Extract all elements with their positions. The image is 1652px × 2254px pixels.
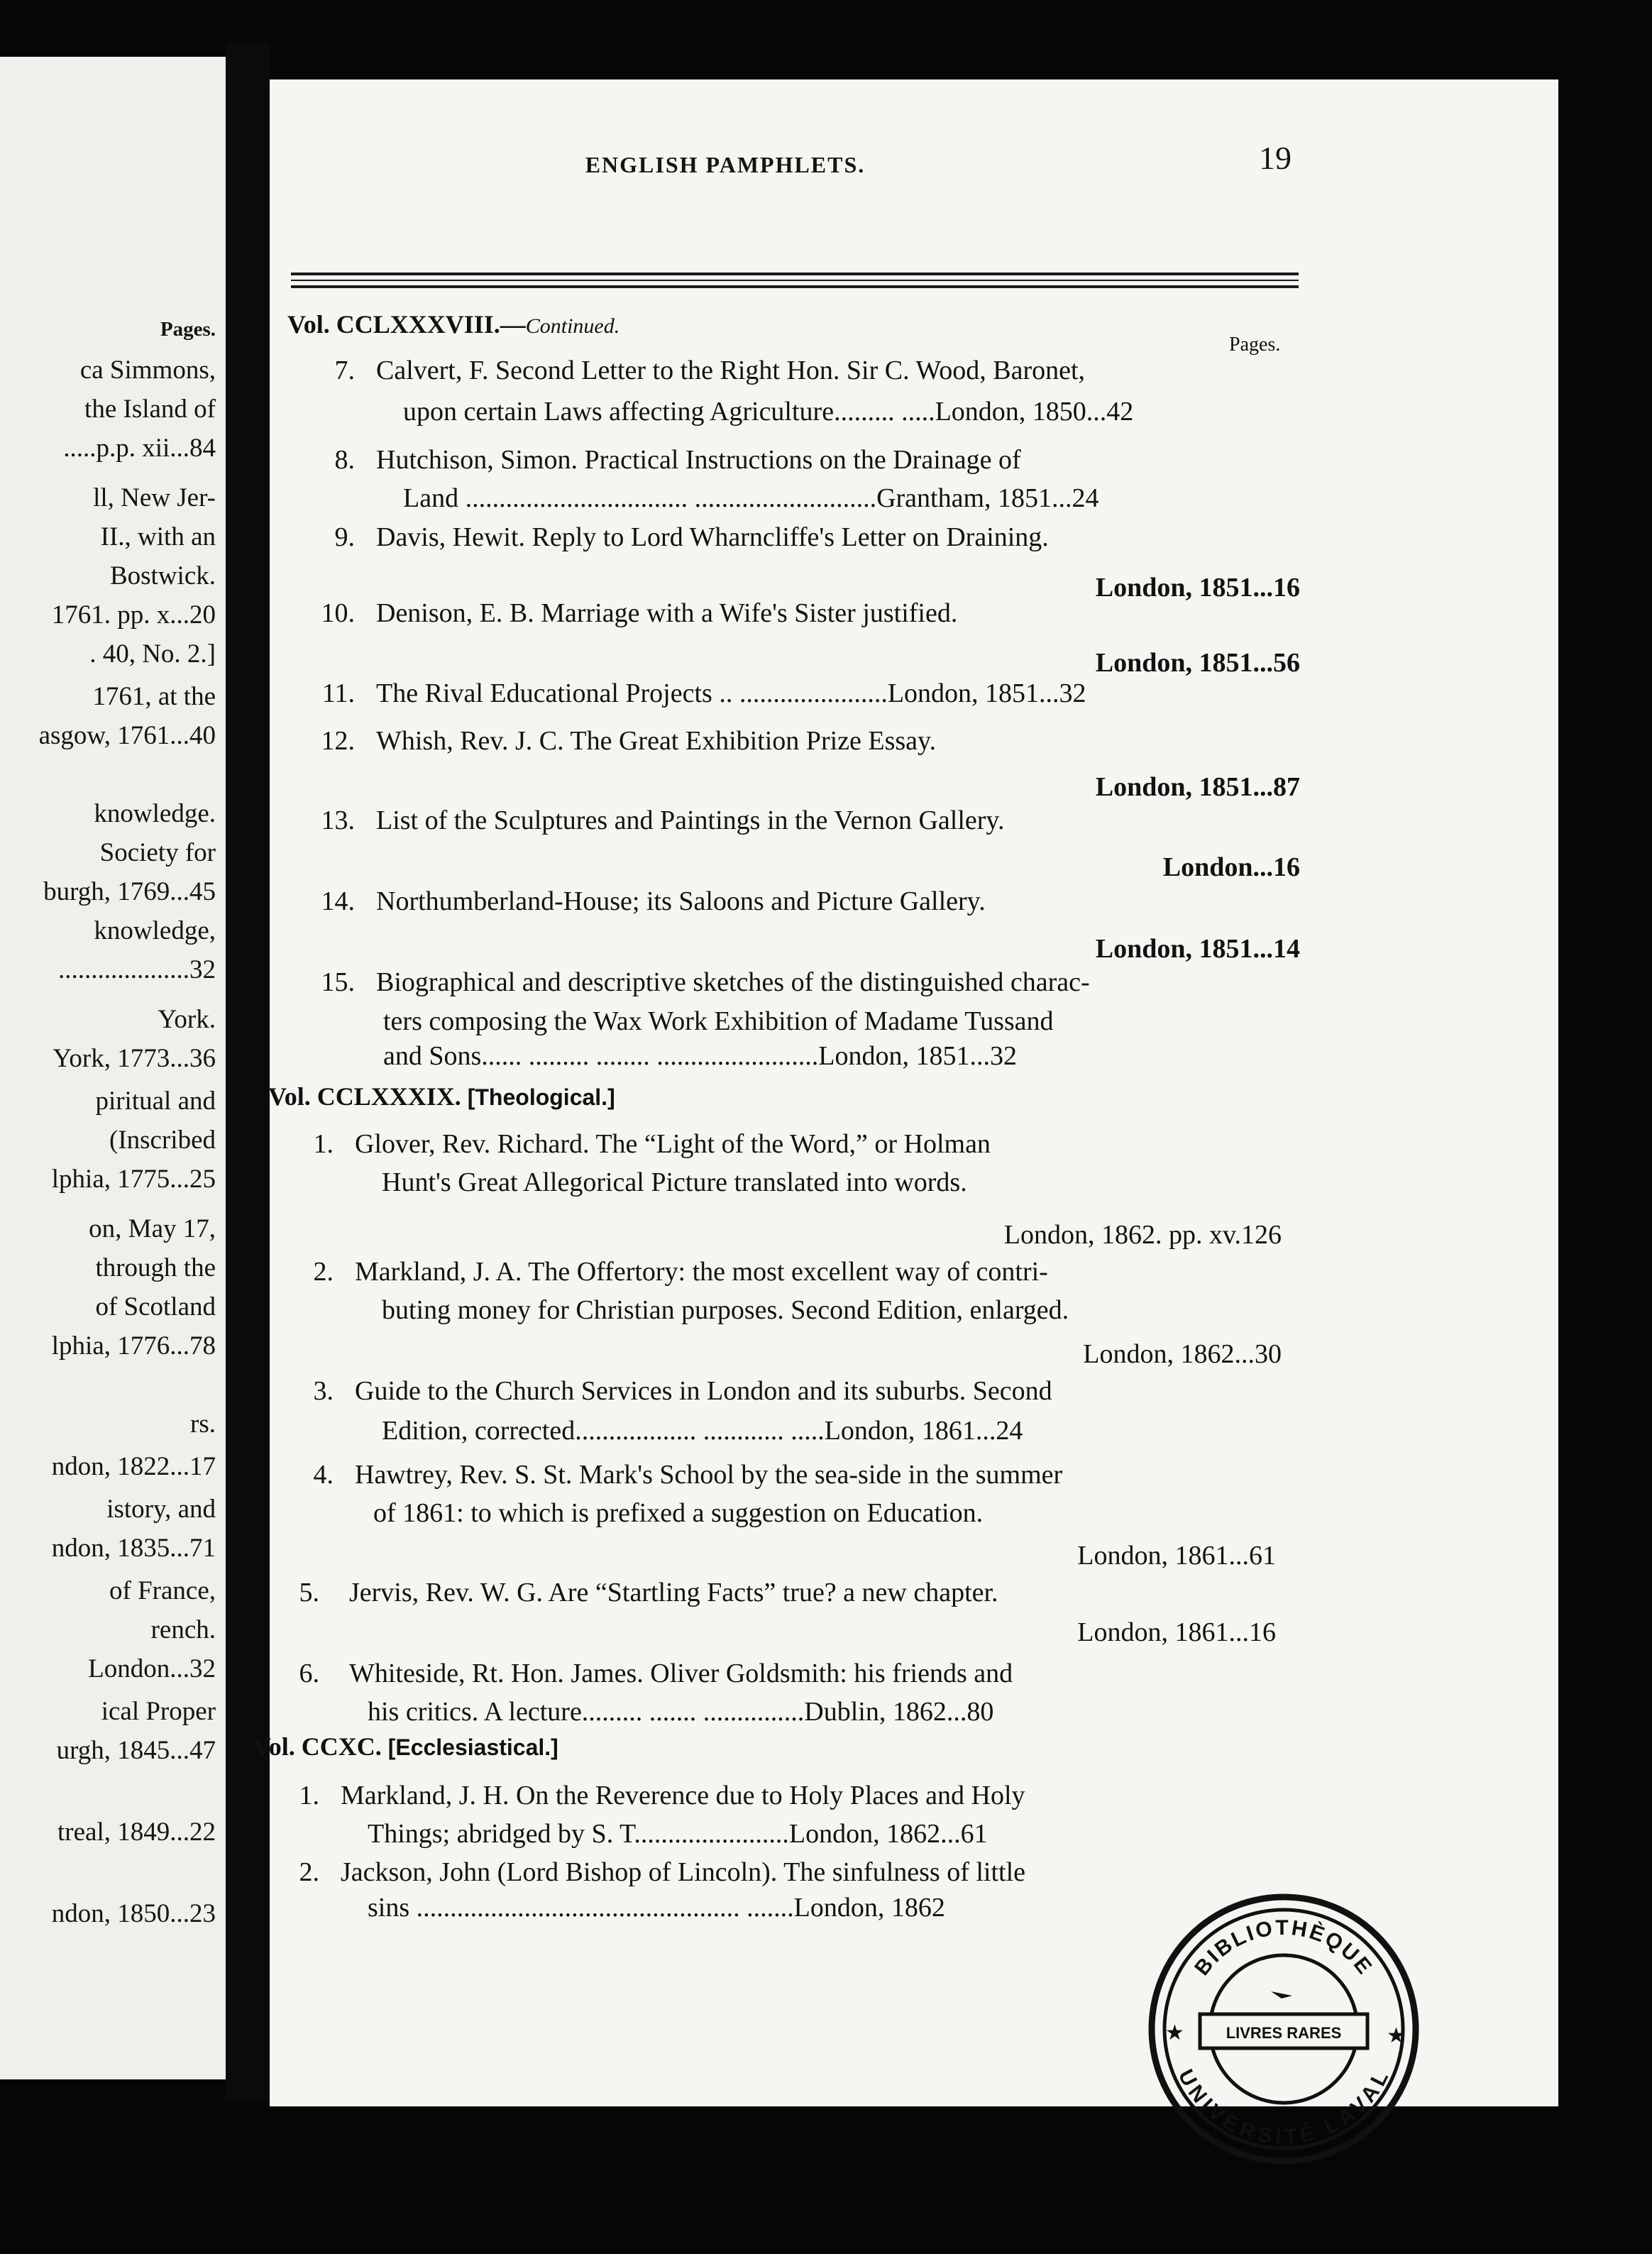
- entry-number: 3.: [313, 1376, 334, 1406]
- binding-gutter: [226, 43, 270, 2101]
- entry-line: Jackson, John (Lord Bishop of Lincoln). The sinfulness of little: [341, 1857, 1026, 1887]
- entry-line: Markland, J. A. The Offertory: the most excellent way of contri-: [355, 1257, 1048, 1287]
- left-line: Society for: [99, 838, 216, 867]
- entry-number: 11.: [321, 678, 355, 708]
- entry-line: Whiteside, Rt. Hon. James. Oliver Goldsmith: his friends and: [349, 1659, 1013, 1688]
- volume-heading: [268, 1082, 615, 1111]
- entry-line: Guide to the Church Services in London and its suburbs. Second: [355, 1376, 1052, 1406]
- entry-imprint: London, 1851...16: [1095, 573, 1300, 603]
- left-line: treal, 1849...22: [57, 1818, 216, 1847]
- running-head: ENGLISH PAMPHLETS.: [585, 152, 866, 177]
- entry-number: 13.: [321, 806, 355, 835]
- left-line: .....p.p. xii...84: [63, 434, 216, 463]
- volume-heading: [253, 1732, 558, 1761]
- volume-heading: [287, 309, 620, 339]
- entry-line: Glover, Rev. Richard. The “Light of the Word,” or Holman: [355, 1129, 991, 1159]
- entry-number: 15.: [321, 967, 355, 997]
- stamp-bottom-text: UNIVERSITÉ LAVAL: [1173, 2065, 1394, 2150]
- left-line: through the: [95, 1253, 216, 1282]
- left-line: ical Proper: [101, 1697, 216, 1726]
- left-pages-header: Pages.: [160, 318, 216, 341]
- pages-header: Pages.: [1229, 334, 1281, 356]
- entry-number: 14.: [321, 886, 355, 916]
- entry-line: Hawtrey, Rev. S. St. Mark's School by the sea-side in the summer: [355, 1460, 1063, 1490]
- left-line: the Island of: [84, 395, 216, 424]
- entry: [298, 1375, 1052, 1407]
- entry: [319, 967, 1090, 998]
- volume-subject: [Ecclesiastical.]: [387, 1735, 558, 1760]
- entry-number: 7.: [334, 356, 355, 385]
- left-line: . 40, No. 2.]: [89, 639, 216, 669]
- entry-number: 10.: [321, 598, 355, 628]
- entry-continuation: his critics. A lecture......... ....... ...............Dublin, 1862...80: [368, 1697, 994, 1727]
- entry-continuation: ters composing the Wax Work Exhibition of Madame Tussand: [383, 1006, 1054, 1036]
- entry-number: 2.: [313, 1257, 334, 1287]
- entry-line: Hutchison, Simon. Practical Instructions on the Drainage of: [376, 445, 1021, 475]
- entry-line: Markland, J. H. On the Reverence due to Holy Places and Holy: [341, 1781, 1025, 1810]
- left-line: ndon, 1850...23: [51, 1899, 216, 1928]
- volume-subject: [Theological.]: [467, 1084, 615, 1110]
- left-line: ca Simmons,: [79, 356, 216, 385]
- left-line: York, 1773...36: [53, 1044, 216, 1073]
- left-line: lphia, 1775...25: [51, 1165, 216, 1194]
- entry-continuation: Things; abridged by S. T.......................London, 1862...61: [368, 1819, 988, 1849]
- entry-number: 4.: [313, 1460, 334, 1490]
- entry-line: Northumberland-House; its Saloons and Picture Gallery.: [376, 886, 986, 916]
- entry: [284, 1577, 998, 1608]
- left-line: on, May 17,: [89, 1214, 216, 1243]
- entry-line: List of the Sculptures and Paintings in the Vernon Gallery.: [376, 806, 1005, 835]
- entry-continuation: sins ................................................ .......London, 1862: [368, 1893, 945, 1923]
- left-line: London...32: [88, 1654, 216, 1683]
- left-line: Bostwick.: [109, 561, 216, 590]
- entry-continuation: buting money for Christian purposes. Second Edition, enlarged.: [382, 1295, 1069, 1325]
- left-line: York.: [158, 1005, 216, 1034]
- entry: [298, 1256, 1048, 1287]
- entry-continuation: Hunt's Great Allegorical Picture translated into words.: [382, 1167, 967, 1197]
- left-line: of France,: [109, 1576, 216, 1605]
- entry-imprint: London, 1851...56: [1095, 648, 1300, 678]
- entry: [319, 678, 1086, 709]
- entry-imprint: London, 1851...14: [1095, 934, 1300, 964]
- entry-number: 6.: [299, 1659, 319, 1688]
- entry-line: Denison, E. B. Marriage with a Wife's Sister justified.: [376, 598, 958, 628]
- entry-imprint: London, 1862...30: [1083, 1339, 1282, 1369]
- left-line: II., with an: [100, 522, 216, 551]
- volume-title: Vol. CCXC.: [253, 1732, 382, 1761]
- left-line: ndon, 1835...71: [51, 1534, 216, 1563]
- entry-line: Calvert, F. Second Letter to the Right Hon. Sir C. Wood, Baronet,: [376, 356, 1086, 385]
- left-line: knowledge.: [94, 799, 216, 828]
- entry-number: 2.: [299, 1857, 319, 1887]
- left-line: (Inscribed: [109, 1126, 216, 1155]
- entry-number: 9.: [334, 522, 355, 552]
- stamp-emblem-icon: [1271, 1991, 1292, 1999]
- entry: [319, 725, 936, 757]
- header-rule: [291, 280, 1299, 281]
- entry-line: Davis, Hewit. Reply to Lord Wharncliffe's Letter on Draining.: [376, 522, 1049, 552]
- entry-imprint: London, 1861...16: [1077, 1617, 1276, 1647]
- header-rule: [291, 285, 1299, 288]
- stamp-star-icon: ★: [1387, 2023, 1406, 2048]
- entry-number: 8.: [334, 445, 355, 475]
- left-line: piritual and: [95, 1087, 216, 1116]
- stamp-band-text: LIVRES RARES: [1226, 2024, 1342, 2042]
- entry-imprint: London, 1862. pp. xv.126: [1003, 1220, 1282, 1250]
- entry-imprint: London...16: [1162, 852, 1300, 882]
- entry: [298, 1459, 1062, 1490]
- left-line: ll, New Jer-: [93, 483, 216, 512]
- left-line: of Scotland: [95, 1292, 216, 1321]
- page-number: 19: [1259, 140, 1292, 176]
- left-line: knowledge,: [94, 916, 216, 945]
- entry-imprint: London, 1851...87: [1095, 772, 1300, 802]
- entry-number: 12.: [321, 726, 355, 756]
- entry-line: Biographical and descriptive sketches of the distinguished charac-: [376, 967, 1090, 997]
- entry: [319, 522, 1049, 553]
- left-line: ndon, 1822...17: [51, 1452, 216, 1481]
- continued-label: Continued.: [525, 314, 620, 338]
- library-stamp: [1147, 1892, 1421, 2166]
- left-line: lphia, 1776...78: [51, 1331, 216, 1360]
- left-line: urgh, 1845...47: [56, 1736, 216, 1765]
- stamp-star-icon: ★: [1165, 2021, 1184, 2045]
- entry-number: 1.: [299, 1781, 319, 1810]
- entry-line: The Rival Educational Projects .. ......................London, 1851...32: [376, 678, 1086, 708]
- left-line: 1761. pp. x...20: [51, 600, 216, 630]
- left-line: istory, and: [106, 1495, 216, 1524]
- entry-continuation: of 1861: to which is prefixed a suggestion on Education.: [373, 1498, 984, 1528]
- header-rule: [291, 273, 1299, 275]
- entry: [319, 598, 957, 629]
- left-line: burgh, 1769...45: [43, 877, 216, 906]
- entry: [298, 1128, 991, 1160]
- entry: [319, 444, 1021, 475]
- stamp-top-text: BIBLIOTHÈQUE: [1190, 1915, 1377, 1980]
- entry: [284, 1658, 1013, 1689]
- entry-continuation: Edition, corrected.................. ............ .....London, 1861...24: [382, 1416, 1023, 1446]
- entry-number: 1.: [313, 1129, 334, 1159]
- volume-title: Vol. CCLXXXIX.: [268, 1082, 461, 1111]
- entry-continuation: and Sons...... ......... ........ ........................London, 1851...32: [383, 1041, 1017, 1071]
- left-line: asgow, 1761...40: [38, 721, 216, 750]
- entry-number: 5.: [299, 1578, 319, 1607]
- entry: [319, 355, 1085, 386]
- entry-line: Jervis, Rev. W. G. Are “Startling Facts” true? a new chapter.: [349, 1578, 998, 1607]
- entry: [284, 1857, 1025, 1888]
- entry: [284, 1780, 1025, 1811]
- entry-continuation: upon certain Laws affecting Agriculture......... .....London, 1850...42: [403, 397, 1134, 427]
- entry-imprint: London, 1861...61: [1077, 1541, 1276, 1571]
- entry: [319, 886, 986, 917]
- left-facing-page: [0, 57, 226, 2079]
- volume-title: Vol. CCLXXXVIII.—: [287, 310, 526, 339]
- entry-line: Whish, Rev. J. C. The Great Exhibition Prize Essay.: [376, 726, 937, 756]
- left-line: rs.: [190, 1409, 216, 1439]
- left-line: rench.: [150, 1615, 216, 1644]
- entry: [319, 805, 1004, 836]
- left-line: 1761, at the: [92, 682, 216, 711]
- left-line: ....................32: [58, 955, 216, 984]
- entry-continuation: Land ................................. ...........................Grantham, 1851...24: [403, 483, 1099, 513]
